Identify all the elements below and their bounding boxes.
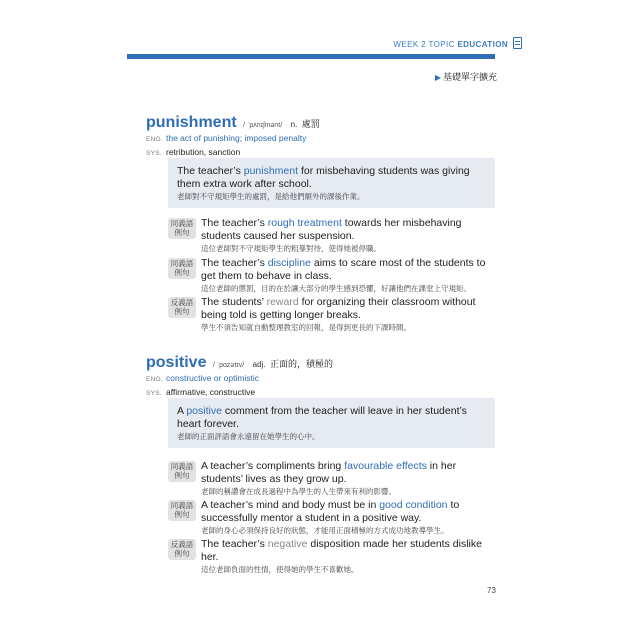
- example-text: comment from the teacher will leave in her student’s heart forever.: [177, 405, 467, 430]
- headword-line: [146, 114, 496, 132]
- badge-bottom-label: 例句: [174, 307, 190, 316]
- chinese-meaning: 正面的，積極的: [270, 359, 334, 369]
- page-header: [393, 40, 508, 49]
- example-body: [201, 296, 495, 333]
- example-english: [201, 296, 495, 321]
- synonym-badge: [168, 218, 196, 239]
- page-number: 73: [487, 586, 496, 595]
- highlighted-phrase: good condition: [379, 499, 448, 511]
- entry-positive: [146, 354, 496, 400]
- example-english: [177, 165, 486, 190]
- synonym-example-1: [168, 460, 495, 497]
- part-of-speech: n.: [290, 120, 298, 129]
- example-text: The teacher’s: [177, 165, 244, 177]
- example-text: A: [177, 405, 187, 417]
- highlighted-phrase: rough treatment: [267, 217, 342, 229]
- synonym-example-2: [168, 499, 495, 536]
- antonym-word: negative: [267, 538, 308, 550]
- badge-top-label: 反義語: [170, 298, 194, 307]
- example-english: [201, 217, 495, 242]
- synonyms: affirmative, constructive: [166, 387, 256, 397]
- example-text: aims to scare most of the students to get them to behave in class.: [201, 257, 486, 282]
- topic-name: EDUCATION: [457, 40, 508, 49]
- synonym-badge: [168, 500, 196, 521]
- headword-line: [146, 354, 496, 372]
- badge-bottom-label: 例句: [174, 228, 190, 237]
- badge-bottom-label: 例句: [174, 549, 190, 558]
- example-english: [201, 538, 495, 563]
- example-english: [201, 460, 495, 485]
- antonym-example-1: [168, 538, 495, 575]
- antonym-word: reward: [266, 296, 299, 308]
- example-chinese: 學生不須告知就自動整理教室的回報，是得到更長的下課時間。: [201, 323, 411, 332]
- main-example-box: [168, 398, 495, 448]
- example-chinese: 老師對不守規矩學生的處罰，是給他們額外的課後作業。: [177, 192, 365, 201]
- highlighted-word: punishment: [243, 165, 299, 177]
- example-text: to successfully mentor a student in a positive way.: [201, 499, 460, 524]
- highlighted-phrase: favourable effects: [344, 460, 427, 472]
- example-text: The teacher’s: [201, 538, 268, 550]
- eng-tag: ENG.: [146, 136, 164, 143]
- example-body: [201, 257, 495, 294]
- synonyms: retribution, sanction: [166, 147, 241, 157]
- sys-tag: SYS.: [146, 390, 163, 397]
- english-definition: constructive or optimistic: [166, 373, 260, 383]
- english-definition-row: [146, 132, 496, 146]
- badge-bottom-label: 例句: [174, 471, 190, 480]
- example-english: [201, 499, 495, 524]
- example-chinese: 這位老師的懲罰，目的在於讓大部分的學生感到恐懼，好讓他們在課堂上守規矩。: [201, 284, 471, 293]
- badge-bottom-label: 例句: [174, 268, 190, 277]
- badge-top-label: 同義語: [170, 462, 194, 471]
- example-text: The teacher’s: [201, 257, 268, 269]
- badge-top-label: 反義語: [170, 540, 194, 549]
- header-rule: [127, 54, 495, 59]
- entry-punishment: [146, 114, 496, 160]
- example-english: [177, 405, 486, 430]
- example-text: The students’: [201, 296, 267, 308]
- english-definition: the act of punishing; imposed penalty: [166, 133, 307, 143]
- synonym-badge: [168, 461, 196, 482]
- badge-top-label: 同義語: [170, 219, 194, 228]
- badge-top-label: 同義語: [170, 501, 194, 510]
- headword: punishment: [146, 114, 237, 131]
- example-chinese: 老師的稱讚會在成長過程中為學生的人生帶來有利的影響。: [201, 487, 396, 496]
- week-topic-label: WEEK 2 TOPIC: [393, 40, 455, 49]
- example-text: A teacher’s mind and body must be in: [201, 499, 380, 511]
- badge-bottom-label: 例句: [174, 510, 190, 519]
- example-body: [201, 217, 495, 254]
- example-body: [201, 499, 495, 536]
- example-chinese: 這位老師負面的性情，使得她的學生不喜歡她。: [201, 565, 359, 574]
- section-title: [435, 70, 497, 83]
- example-text: towards her misbehaving students caused her suspension.: [201, 217, 462, 242]
- synonym-example-2: [168, 257, 495, 294]
- section-marker-icon: ▶: [434, 73, 441, 82]
- example-chinese: 老師的正面評語會永遠留在她學生的心中。: [177, 432, 320, 441]
- example-text: The teacher’s: [201, 217, 268, 229]
- example-body: [201, 538, 495, 575]
- highlighted-phrase: discipline: [267, 257, 311, 269]
- example-body: [201, 460, 495, 497]
- example-text: disposition made her students dislike her.: [201, 538, 482, 563]
- example-text: for organizing their classroom without being told is getting longer breaks.: [201, 296, 476, 321]
- badge-top-label: 同義語: [170, 259, 194, 268]
- antonym-badge: [168, 539, 196, 560]
- sys-tag: SYS.: [146, 150, 163, 157]
- example-text: in her students’ lives as they grow up.: [201, 460, 457, 485]
- example-chinese: 老師的身心必須保持良好的狀態，才能用正面積極的方式成功地教導學生。: [201, 526, 449, 535]
- antonym-example-1: [168, 296, 495, 333]
- document-icon: [513, 37, 522, 49]
- headword: positive: [146, 354, 207, 371]
- main-example-box: [168, 158, 495, 208]
- synonym-badge: [168, 258, 196, 279]
- part-of-speech: adj.: [252, 360, 266, 369]
- example-text: for misbehaving students was giving them extra work after school.: [177, 165, 470, 190]
- english-definition-row: [146, 372, 496, 386]
- phonetic: / ˈpʌnɪʃmənt/: [243, 122, 283, 129]
- example-chinese: 這位老師對不守規矩學生的粗暴對待，使得她被停職。: [201, 244, 381, 253]
- example-english: [201, 257, 495, 282]
- eng-tag: ENG.: [146, 376, 164, 383]
- synonym-example-1: [168, 217, 495, 254]
- highlighted-word: positive: [186, 405, 222, 417]
- section-title-label: 基礎單字擴充: [442, 72, 497, 82]
- phonetic: / ˈpɑzətɪv/: [212, 362, 245, 369]
- example-text: A teacher’s compliments bring: [201, 460, 345, 472]
- antonym-badge: [168, 297, 196, 318]
- chinese-meaning: 處罰: [301, 119, 320, 129]
